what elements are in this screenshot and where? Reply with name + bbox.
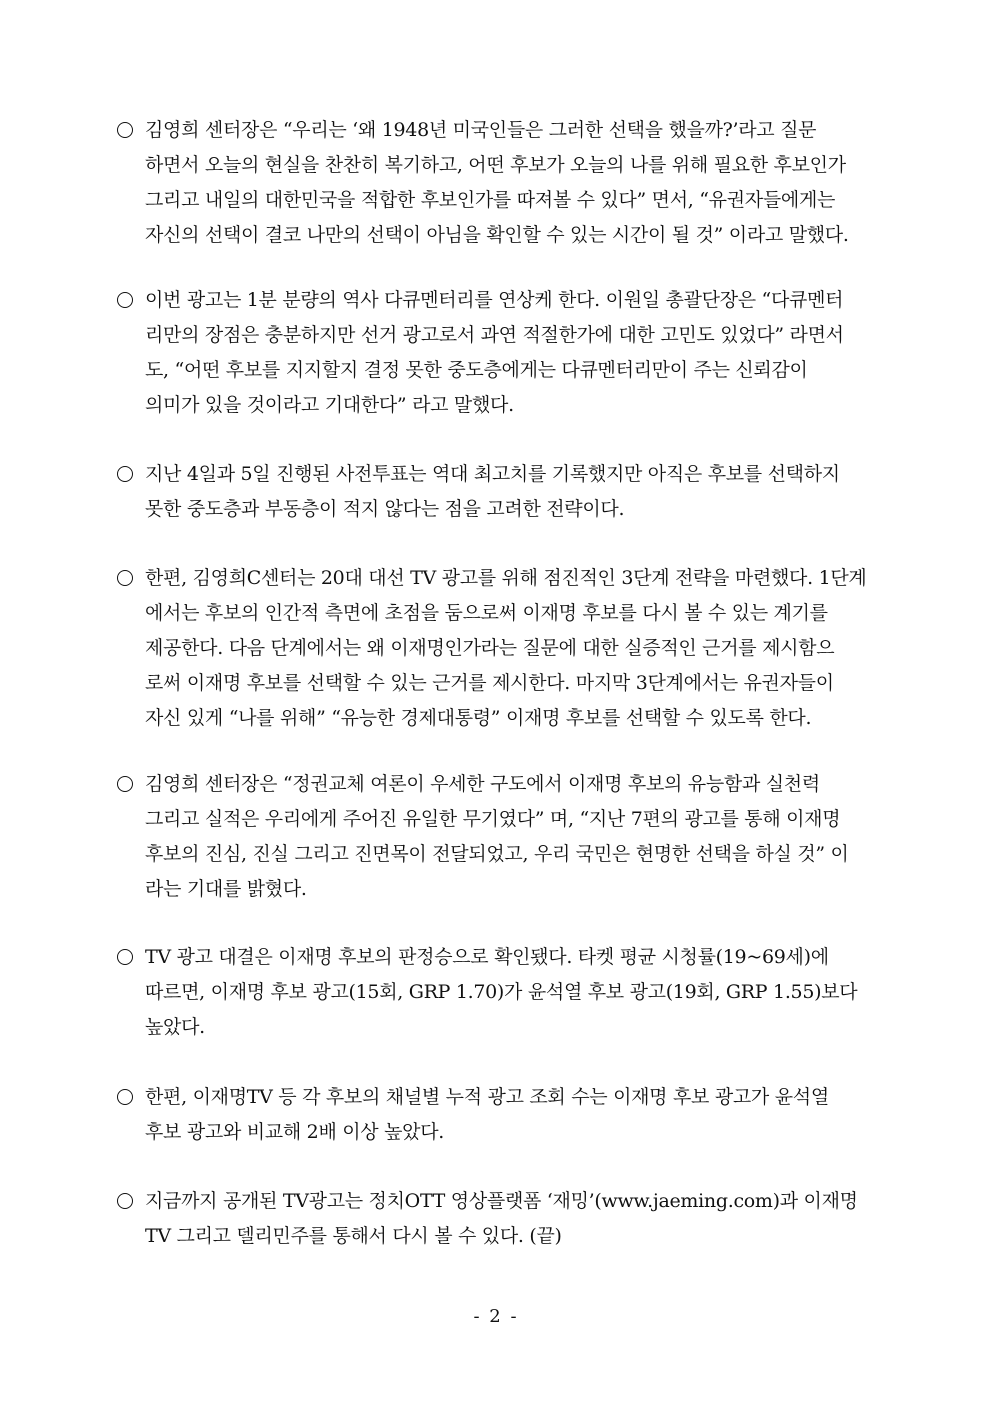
paragraph-line: 그리고 실적은 우리에게 주어진 유일한 무기였다” 며, “지난 7편의 광고를 통해 이재명 [145,808,841,830]
paragraph-line: 로써 이재명 후보를 선택할 수 있는 근거를 제시한다. 마지막 3단계에서는 유권자들이 [145,672,834,694]
bullet-circle [117,767,145,802]
paragraph-line: TV 광고 대결은 이재명 후보의 판정승으로 확인됐다. 타켓 평균 시청률(19~69세)에 [145,946,829,968]
paragraph-line: 라는 기대를 밝혔다. [145,878,307,900]
paragraph-line: 후보 광고와 비교해 2배 이상 높았다. [145,1121,444,1143]
paragraph-4 [117,561,877,736]
paragraph-line: 못한 중도층과 부동층이 적지 않다는 점을 고려한 전략이다. [145,498,625,520]
paragraph-line: 이번 광고는 1분 분량의 역사 다큐멘터리를 연상케 한다. 이원일 총괄단장은 “다큐멘터 [145,289,844,311]
paragraph-line: 자신의 선택이 결코 나만의 선택이 아님을 확인할 수 있는 시간이 될 것” 이라고 말했다. [145,224,849,246]
paragraph-line: 하면서 오늘의 현실을 찬찬히 복기하고, 어떤 후보가 오늘의 나를 위해 필요한 후보인가 [145,154,846,176]
paragraph-line: 의미가 있을 것이라고 기대한다” 라고 말했다. [145,394,514,416]
paragraph-6 [117,940,877,1045]
paragraph-line: TV 그리고 델리민주를 통해서 다시 볼 수 있다. (끝) [145,1225,562,1247]
paragraph-line: 제공한다. 다음 단계에서는 왜 이재명인가라는 질문에 대한 실증적인 근거를 제시함으 [145,637,835,659]
bullet-circle [117,283,145,318]
paragraph-line: 후보의 진심, 진실 그리고 진면목이 전달되었고, 우리 국민은 현명한 선택을 하실 것” 이 [145,843,849,865]
bullet-circle [117,457,145,492]
paragraph-line: 따르면, 이재명 후보 광고(15회, GRP 1.70)가 윤석열 후보 광고(19회, GRP 1.55)보다 [145,981,858,1003]
bullet-circle [117,1080,145,1115]
paragraph-1 [117,113,877,253]
paragraph-line: 김영희 센터장은 “우리는 ‘왜 1948년 미국인들은 그러한 선택을 했을까?’라고 질문 [145,119,817,141]
paragraph-line: 에서는 후보의 인간적 측면에 초점을 둠으로써 이재명 후보를 다시 볼 수 있는 계기를 [145,602,828,624]
paragraph-line: 자신 있게 “나를 위해” “유능한 경제대통령” 이재명 후보를 선택할 수 있도록 한다. [145,707,812,729]
bullet-circle [117,940,145,975]
paragraph-line: 한편, 이재명TV 등 각 후보의 채널별 누적 광고 조회 수는 이재명 후보 광고가 윤석열 [145,1086,829,1108]
paragraph-8 [117,1184,877,1254]
paragraph-line: 그리고 내일의 대한민국을 적합한 후보인가를 따져볼 수 있다” 면서, “유권자들에게는 [145,189,836,211]
paragraph-line: 한편, 김영희C센터는 20대 대선 TV 광고를 위해 점진적인 3단계 전략을 마련했다. 1단계 [145,567,867,589]
paragraph-5 [117,767,877,907]
paragraph-2 [117,283,877,423]
paragraph-line: 지금까지 공개된 TV광고는 정치OTT 영상플랫폼 ‘재밍’(www.jaeming.com)과 이재명 [145,1190,858,1212]
paragraph-line: 높았다. [145,1016,205,1038]
paragraph-line: 지난 4일과 5일 진행된 사전투표는 역대 최고치를 기록했지만 아직은 후보를 선택하지 [145,463,840,485]
bullet-circle [117,1184,145,1219]
paragraph-line: 도, “어떤 후보를 지지할지 결정 못한 중도층에게는 다큐멘터리만이 주는 신뢰감이 [145,359,808,381]
paragraph-line: 김영희 센터장은 “정권교체 여론이 우세한 구도에서 이재명 후보의 유능함과 실천력 [145,773,820,795]
bullet-circle [117,561,145,596]
paragraph-7 [117,1080,877,1150]
bullet-circle [117,113,145,148]
paragraph-3 [117,457,877,527]
paragraph-line: 리만의 장점은 충분하지만 선거 광고로서 과연 적절한가에 대한 고민도 있었다” 라면서 [145,324,844,346]
page-number: - 2 - [473,1306,519,1327]
